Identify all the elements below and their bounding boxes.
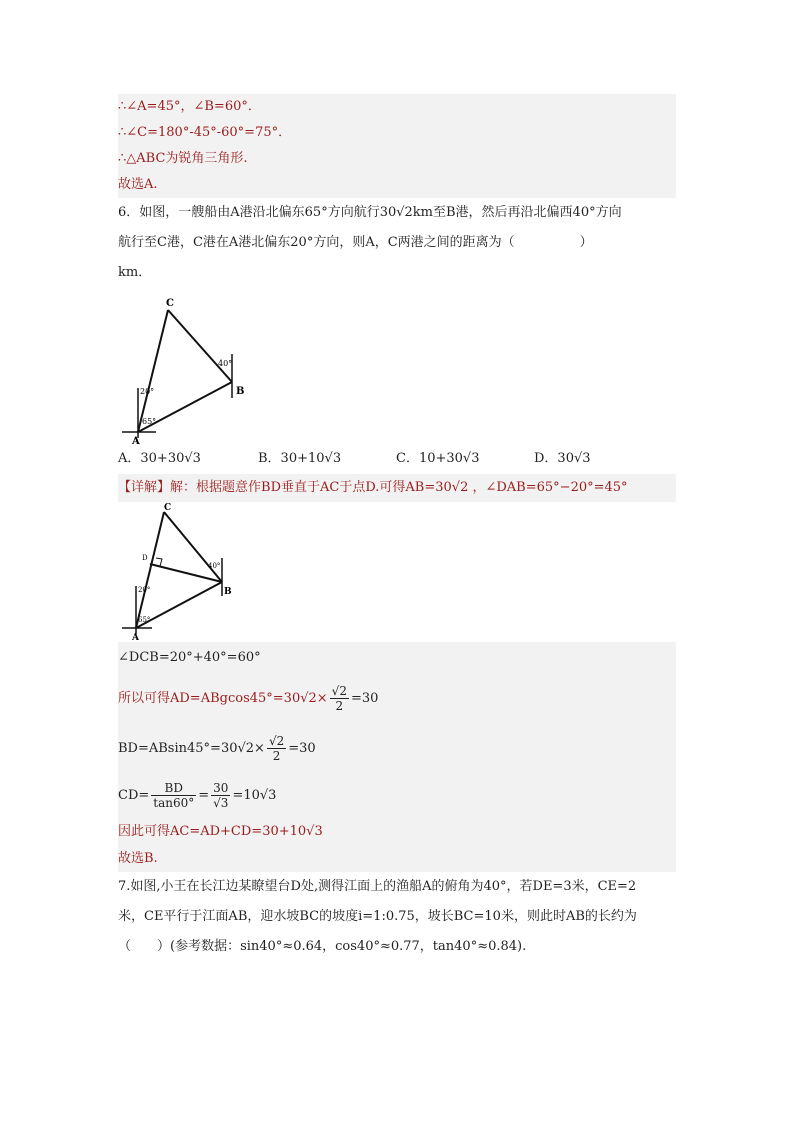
- triangle-diagram: [118, 294, 258, 444]
- choice-b[interactable]: B．30+10√3: [258, 451, 342, 466]
- question-6-figure: [118, 294, 676, 444]
- fraction-denominator: 2: [335, 699, 344, 713]
- cd-label: CD=: [118, 788, 150, 803]
- bd-result: =30: [288, 741, 316, 756]
- fraction-denominator-b: 2: [272, 749, 281, 763]
- ad-expression: 所以可得AD=ABgcos45°=30√2×: [118, 691, 328, 706]
- question-7-line-2: 米，CE平行于江面AB，迎水坡BC的坡度i=1:0.75，坡长BC=10米，则此时AB的长约为: [118, 909, 637, 924]
- solution-triangle-diagram: [118, 502, 238, 642]
- question-6-choices: [118, 444, 676, 474]
- solution-6-line-1: [118, 474, 676, 502]
- fraction-root2-over-2: [330, 684, 349, 713]
- prev-solution-line-4: 故选A.: [118, 172, 676, 198]
- fraction-numerator-30: 30: [213, 781, 229, 795]
- prev-solution-line-3: ∴△ABC为锐角三角形.: [118, 146, 676, 172]
- angle-20: 20°: [140, 387, 155, 396]
- sol-label-b: B: [224, 587, 232, 597]
- ad-result: =30: [350, 691, 379, 706]
- sol-label-c: C: [164, 503, 172, 513]
- label-a: A: [132, 436, 140, 444]
- sol-side-ac: [136, 512, 164, 628]
- fraction-30-over-root3: [211, 781, 230, 810]
- solution-6-line-7: 故选B.: [118, 846, 676, 872]
- question-7-line-1: 7.如图,小王在长江边某瞭望台D处,测得江面上的渔船A的俯角为40°，若DE=3米，CE=2: [118, 879, 637, 894]
- solution-heading: 【详解】: [118, 480, 171, 495]
- fraction-bd-over-tan60: [151, 781, 196, 810]
- prev-solution-line-2: ∴∠C=180°-45°-60°=75°．: [118, 120, 676, 146]
- angle-65: 65°: [142, 417, 157, 426]
- question-6-line-3: km．: [118, 265, 152, 280]
- angle-40: 40°: [218, 359, 233, 368]
- fraction-denominator-tan60: tan60°: [153, 796, 195, 810]
- fraction-numerator: √2: [331, 684, 347, 698]
- sol-angle-40: 40°: [208, 562, 221, 570]
- solution-6-line-3: [118, 674, 676, 724]
- fraction-numerator-b: √2: [268, 734, 285, 748]
- question-7-line-3: （ ）(参考数据：sin40°≈0.64，cos40°≈0.77，tan40°≈0.84).: [118, 939, 527, 954]
- bd-expression: BD=ABsin45°=30√2×: [118, 741, 265, 756]
- solution-6-figure: [118, 502, 676, 642]
- fraction-numerator-bd: BD: [151, 781, 196, 796]
- side-ac: [138, 310, 168, 432]
- sol-label-d: D: [142, 554, 148, 562]
- prev-solution-line-1: ∴∠A=45°，∠B=60°．: [118, 94, 676, 120]
- choice-d[interactable]: D．30√3: [534, 451, 591, 466]
- question-6-line-1: 6．如图，一艘船由A港沿北偏东65°方向航行30√2km至B港，然后再沿北偏西40°方向: [118, 205, 622, 220]
- sol-label-a: A: [132, 633, 139, 642]
- sol-angle-65: 65°: [138, 616, 151, 624]
- document-page: [118, 94, 676, 962]
- solution-text: 解：根据题意作BD垂直于AC于点D.可得AB=30√2 ，∠DAB=65°−20°=45°: [170, 480, 628, 495]
- solution-6-line-4: [118, 724, 676, 774]
- solution-6-line-2: ∠DCB=20°+40°=60°: [118, 642, 676, 674]
- fraction-root2-over-2-b: [267, 734, 286, 763]
- fraction-denominator-root3: √3: [213, 796, 229, 810]
- question-6-line-2: 航行至C港，C港在A港北偏东20°方向，则A，C两港之间的距离为（ ）: [118, 235, 593, 250]
- sol-side-cb: [164, 512, 222, 582]
- solution-6-line-5: [118, 774, 676, 818]
- solution-6-line-6: 因此可得AC=AD+CD=30+10√3: [118, 818, 676, 846]
- sol-angle-20: 20°: [138, 586, 151, 594]
- choice-a[interactable]: A．30+30√3: [118, 451, 201, 466]
- cd-equals: =: [198, 788, 210, 803]
- side-cb: [168, 310, 232, 382]
- choice-c[interactable]: C．10+30√3: [396, 451, 480, 466]
- label-b: B: [236, 386, 245, 397]
- cd-result: =10√3: [232, 788, 277, 803]
- label-c: C: [166, 298, 174, 309]
